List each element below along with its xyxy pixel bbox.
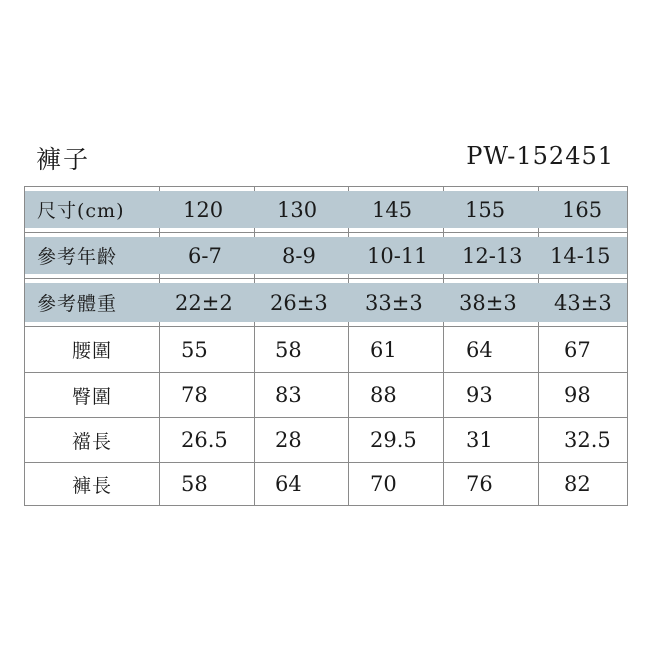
table-cell: 120: [183, 197, 224, 222]
table-cell: 88: [370, 383, 397, 407]
table-cell: 64: [466, 337, 493, 362]
row-label: 腰圍: [71, 340, 112, 362]
table-cell: 67: [564, 337, 591, 362]
table-row-length: [25, 463, 627, 505]
table-row-rise: [25, 418, 627, 462]
product-code: PW-152451: [466, 142, 614, 170]
table-cell: 61: [370, 337, 397, 362]
table-cell: 130: [277, 197, 318, 222]
table-cell: 12-13: [462, 243, 523, 268]
row-label: 參考年齡: [37, 246, 118, 268]
table-row-size: [25, 187, 627, 232]
row-label: 尺寸(cm): [37, 200, 125, 222]
table-cell: 29.5: [370, 428, 417, 452]
table-cell: 145: [372, 197, 413, 222]
table-cell: 155: [465, 197, 506, 222]
table-cell: 32.5: [564, 428, 611, 452]
table-cell: 22±2: [175, 290, 233, 315]
table-cell: 55: [181, 337, 208, 362]
table-cell: 76: [466, 472, 493, 496]
table-cell: 14-15: [550, 243, 611, 268]
table-cell: 98: [564, 383, 591, 407]
table-cell: 93: [466, 383, 493, 407]
row-label: 褲長: [71, 474, 112, 497]
table-row-age: [25, 233, 627, 278]
table-cell: 6-7: [188, 243, 222, 268]
table-cell: 26.5: [181, 428, 228, 452]
table-cell: 83: [275, 383, 302, 407]
table-cell: 38±3: [459, 290, 517, 315]
table-cell: 43±3: [554, 290, 612, 315]
table-row-hip: [25, 373, 627, 417]
product-title: 褲子: [36, 145, 91, 174]
table-cell: 64: [275, 472, 302, 496]
table-cell: 82: [564, 472, 591, 496]
row-label: 襠長: [71, 430, 112, 453]
table-cell: 58: [181, 472, 208, 496]
table-cell: 78: [181, 383, 208, 407]
table-cell: 33±3: [365, 290, 423, 315]
row-label: 臀圍: [71, 385, 112, 408]
size-table: [24, 186, 628, 506]
row-label: 參考體重: [37, 293, 118, 315]
table-cell: 8-9: [282, 243, 316, 268]
table-cell: 70: [370, 472, 397, 496]
table-cell: 10-11: [367, 243, 428, 268]
table-row-waist: [25, 327, 627, 372]
table-cell: 28: [275, 428, 302, 452]
table-cell: 58: [275, 337, 302, 362]
table-cell: 165: [562, 197, 603, 222]
table-row-weight: [25, 279, 627, 326]
table-cell: 26±3: [270, 290, 328, 315]
table-cell: 31: [466, 428, 493, 452]
